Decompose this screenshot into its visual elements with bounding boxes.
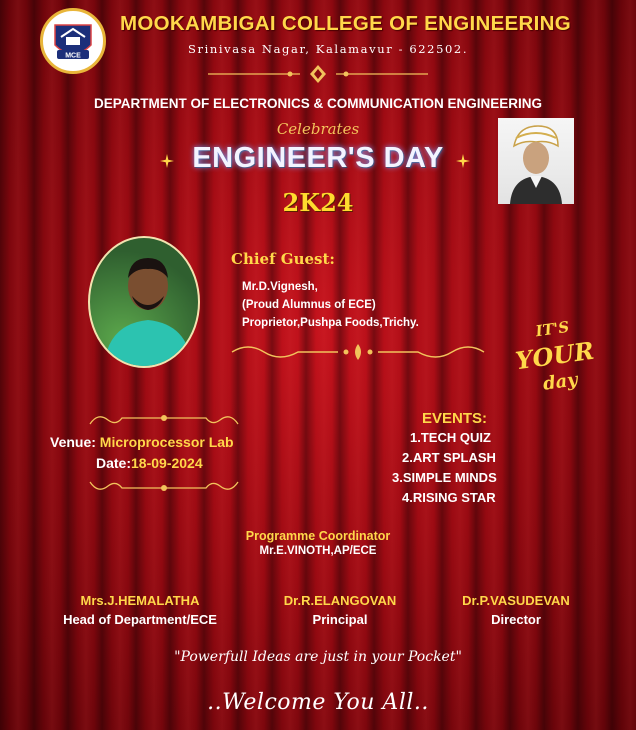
event-year: 2K24	[282, 188, 354, 217]
chief-guest-note: (Proud Alumnus of ECE)	[242, 299, 376, 311]
college-logo	[40, 8, 106, 74]
venue-label: Venue:	[50, 434, 96, 450]
signatory-role: Director	[491, 612, 541, 627]
chief-guest-name: Mr.D.Vignesh,	[242, 281, 318, 293]
venue-value: Microprocessor Lab	[99, 434, 234, 450]
tagline-line-2: YOUR	[513, 335, 596, 376]
logo-text: MCE	[65, 52, 81, 60]
ornament-swirl-icon	[228, 340, 488, 364]
its-your-day-badge	[510, 316, 600, 406]
signatory-name: Mrs.J.HEMALATHA	[80, 593, 200, 608]
ornament-divider-icon	[208, 62, 428, 86]
signatory-name: Dr.P.VASUDEVAN	[462, 593, 570, 608]
coordinator-name: Mr.E.VINOTH,AP/ECE	[259, 545, 377, 557]
sparkle-icon	[456, 154, 470, 168]
celebrates-text: Celebrates	[276, 120, 360, 138]
ornament-frame-icon	[86, 476, 242, 498]
person-portrait-icon	[498, 118, 574, 204]
quote-text: "Powerfull Ideas are just in your Pocket"	[174, 649, 462, 665]
chief-guest-role: Proprietor,Pushpa Foods,Trichy.	[242, 317, 419, 329]
event-item: 4.RISING STAR	[402, 490, 496, 505]
tagline-line-1: IT'S	[534, 317, 571, 341]
college-address: Srinivasa Nagar, Kalamavur - 622502.	[188, 42, 469, 56]
events-heading: EVENTS:	[422, 410, 488, 427]
date-value: 18-09-2024	[131, 455, 203, 471]
ornament-frame-icon	[86, 408, 242, 430]
event-title: ENGINEER'S DAY	[192, 142, 444, 174]
date-label: Date:	[96, 455, 132, 471]
tagline-line-3: day	[541, 369, 579, 395]
visvesvaraya-portrait	[498, 118, 574, 204]
event-item: 3.SIMPLE MINDS	[392, 470, 497, 485]
college-emblem-icon	[47, 15, 99, 67]
signatory-role: Principal	[312, 612, 368, 627]
date-line	[96, 455, 203, 471]
college-name: MOOKAMBIGAI COLLEGE OF ENGINEERING	[120, 12, 571, 35]
signatory-role: Head of Department/ECE	[63, 612, 217, 627]
venue-line	[50, 434, 234, 450]
signatory-name: Dr.R.ELANGOVAN	[283, 593, 397, 608]
person-photo-icon	[90, 238, 198, 366]
coordinator-heading: Programme Coordinator	[245, 529, 391, 543]
chief-guest-photo	[88, 236, 200, 368]
chief-guest-heading: Chief Guest:	[231, 250, 335, 268]
event-item: 1.TECH QUIZ	[410, 430, 491, 445]
event-item: 2.ART SPLASH	[402, 450, 496, 465]
welcome-text: ..Welcome You All..	[207, 690, 429, 715]
department-title: DEPARTMENT OF ELECTRONICS & COMMUNICATION ENGINEERING	[94, 96, 542, 111]
